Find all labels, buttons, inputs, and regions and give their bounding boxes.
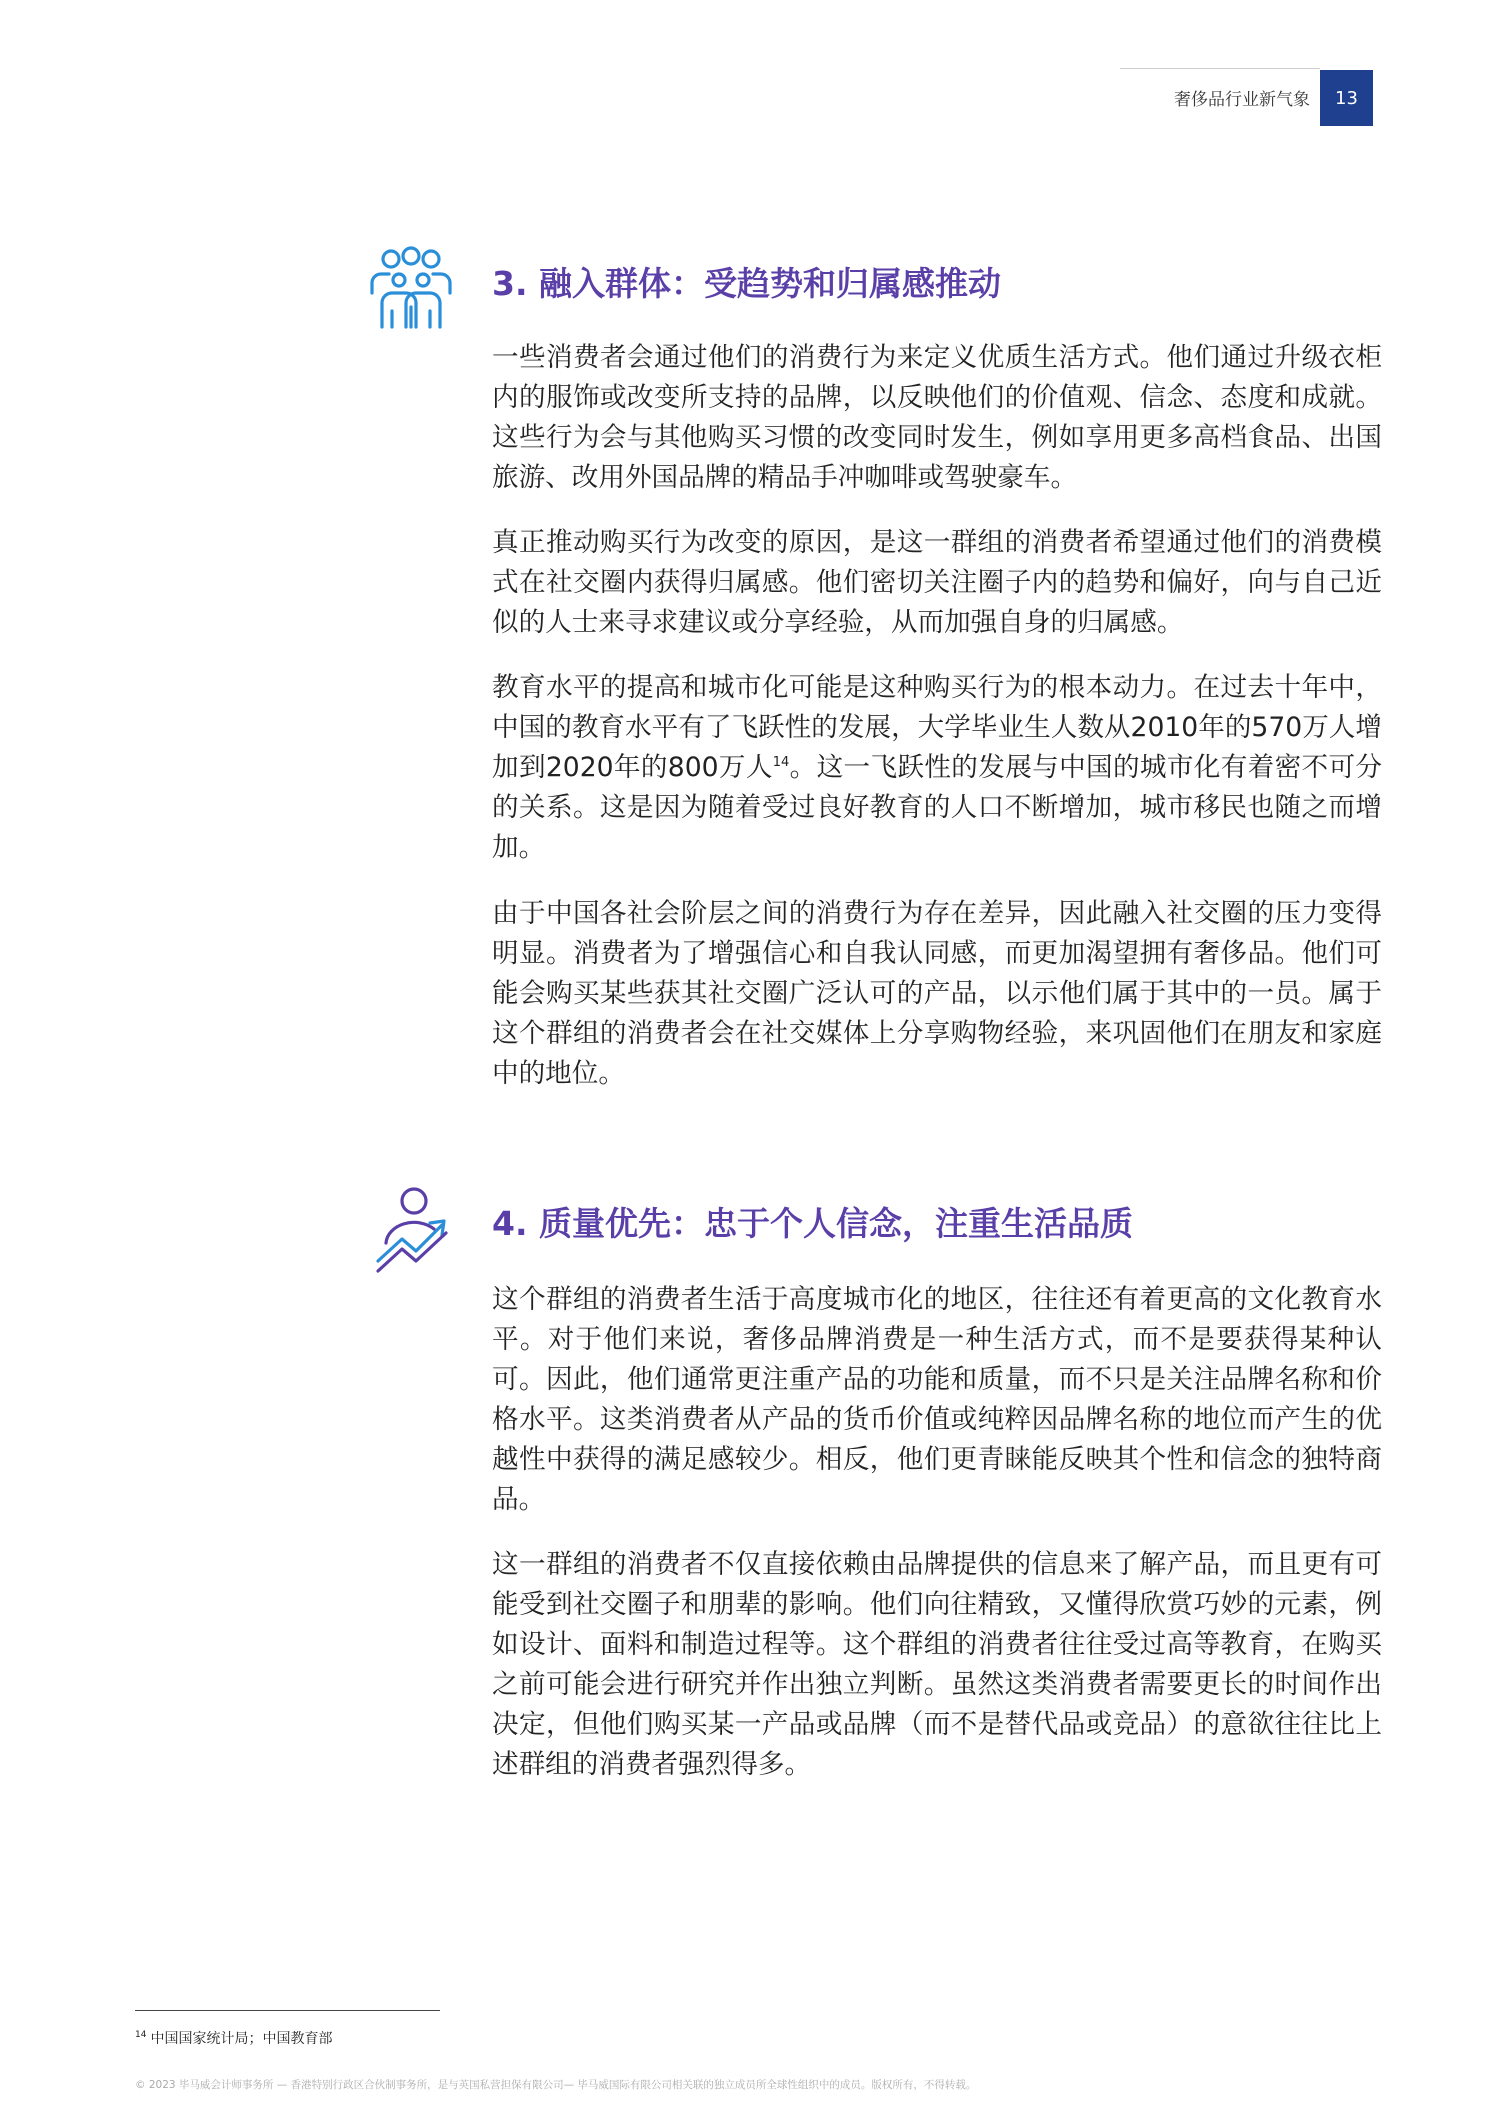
footnote-reference: 14: [772, 755, 790, 771]
report-title: 奢侈品行业新气象: [1174, 90, 1310, 110]
paragraph-text-before-footnote: 教育水平的提高和城市化可能是这种购买行为的根本动力。在过去十年中，中国的教育水平有了飞跃性的发展，大学毕业生人数从2010年的570万人增加到2020年的800万人: [492, 672, 1382, 783]
section-3-paragraph-3: [492, 668, 1382, 868]
section-4-paragraph-2: 这一群组的消费者不仅直接依赖由品牌提供的信息来了解产品，而且更有可能受到社交圈子和朋辈的影响。他们向往精致，又懂得欣赏巧妙的元素，例如设计、面料和制造过程等。这个群组的消费者往往受过高等教育，在购买之前可能会进行研究并作出独立判断。虽然这类消费者需要更长的时间作出决定，但他们购买某一产品或品牌（而不是替代品或竞品）的意欲往往比上述群组的消费者强烈得多。: [492, 1549, 1382, 1780]
section-4-paragraph-1: 这个群组的消费者生活于高度城市化的地区，往往还有着更高的文化教育水平。对于他们来说，奢侈品牌消费是一种生活方式，而不是要获得某种认可。因此，他们通常更注重产品的功能和质量，而不只是关注品牌名称和价格水平。这类消费者从产品的货币价值或纯粹因品牌名称的地位而产生的优越性中获得的满足感较少。相反，他们更青睐能反映其个性和信念的独特商品。: [492, 1284, 1382, 1515]
section-heading-4: 4. 质量优先：忠于个人信念，注重生活品质: [492, 1204, 1133, 1243]
page-number: 13: [1335, 87, 1358, 109]
footnote-mark: 14: [135, 2030, 147, 2041]
footnote: [135, 2028, 332, 2048]
section-3-paragraph-4: 由于中国各社会阶层之间的消费行为存在差异，因此融入社交圈的压力变得明显。消费者为了增强信心和自我认同感，而更加渴望拥有奢侈品。他们可能会购买某些获其社交圈广泛认可的产品，以示他们属于其中的一员。属于这个群组的消费者会在社交媒体上分享购物经验，来巩固他们在朋友和家庭中的地位。: [492, 898, 1382, 1089]
section-3-paragraph-1: 一些消费者会通过他们的消费行为来定义优质生活方式。他们通过升级衣柜内的服饰或改变所支持的品牌，以反映他们的价值观、信念、态度和成就。这些行为会与其他购买习惯的改变同时发生，例如享用更多高档食品、出国旅游、改用外国品牌的精品手冲咖啡或驾驶豪车。: [492, 342, 1382, 493]
paragraph-text-after-footnote: 。这一飞跃性的发展与中国的城市化有着密不可分的关系。这是因为随着受过良好教育的人口不断增加，城市移民也随之而增加。: [492, 752, 1382, 863]
footnote-text: 中国国家统计局；中国教育部: [150, 2031, 333, 2047]
section-3-paragraph-2: 真正推动购买行为改变的原因，是这一群组的消费者希望通过他们的消费模式在社交圈内获得归属感。他们密切关注圈子内的趋势和偏好，向与自己近似的人士来寻求建议或分享经验，从而加强自身的归属感。: [492, 527, 1382, 638]
section-heading-3: 3. 融入群体：受趋势和归属感推动: [492, 264, 1001, 303]
person-growth-chart-icon: [372, 1185, 462, 1275]
page-number-badge: [1320, 70, 1373, 126]
header-divider: [1120, 68, 1320, 69]
copyright-notice: © 2023 毕马威会计师事务所 — 香港特别行政区合伙制事务所，是与英国私营担保有限公司— 毕马威国际有限公司相关联的独立成员所全球性组织中的成员。版权所有，不得转载。: [135, 2079, 977, 2091]
group-people-icon: [366, 245, 456, 330]
footnote-divider: [135, 2010, 440, 2011]
